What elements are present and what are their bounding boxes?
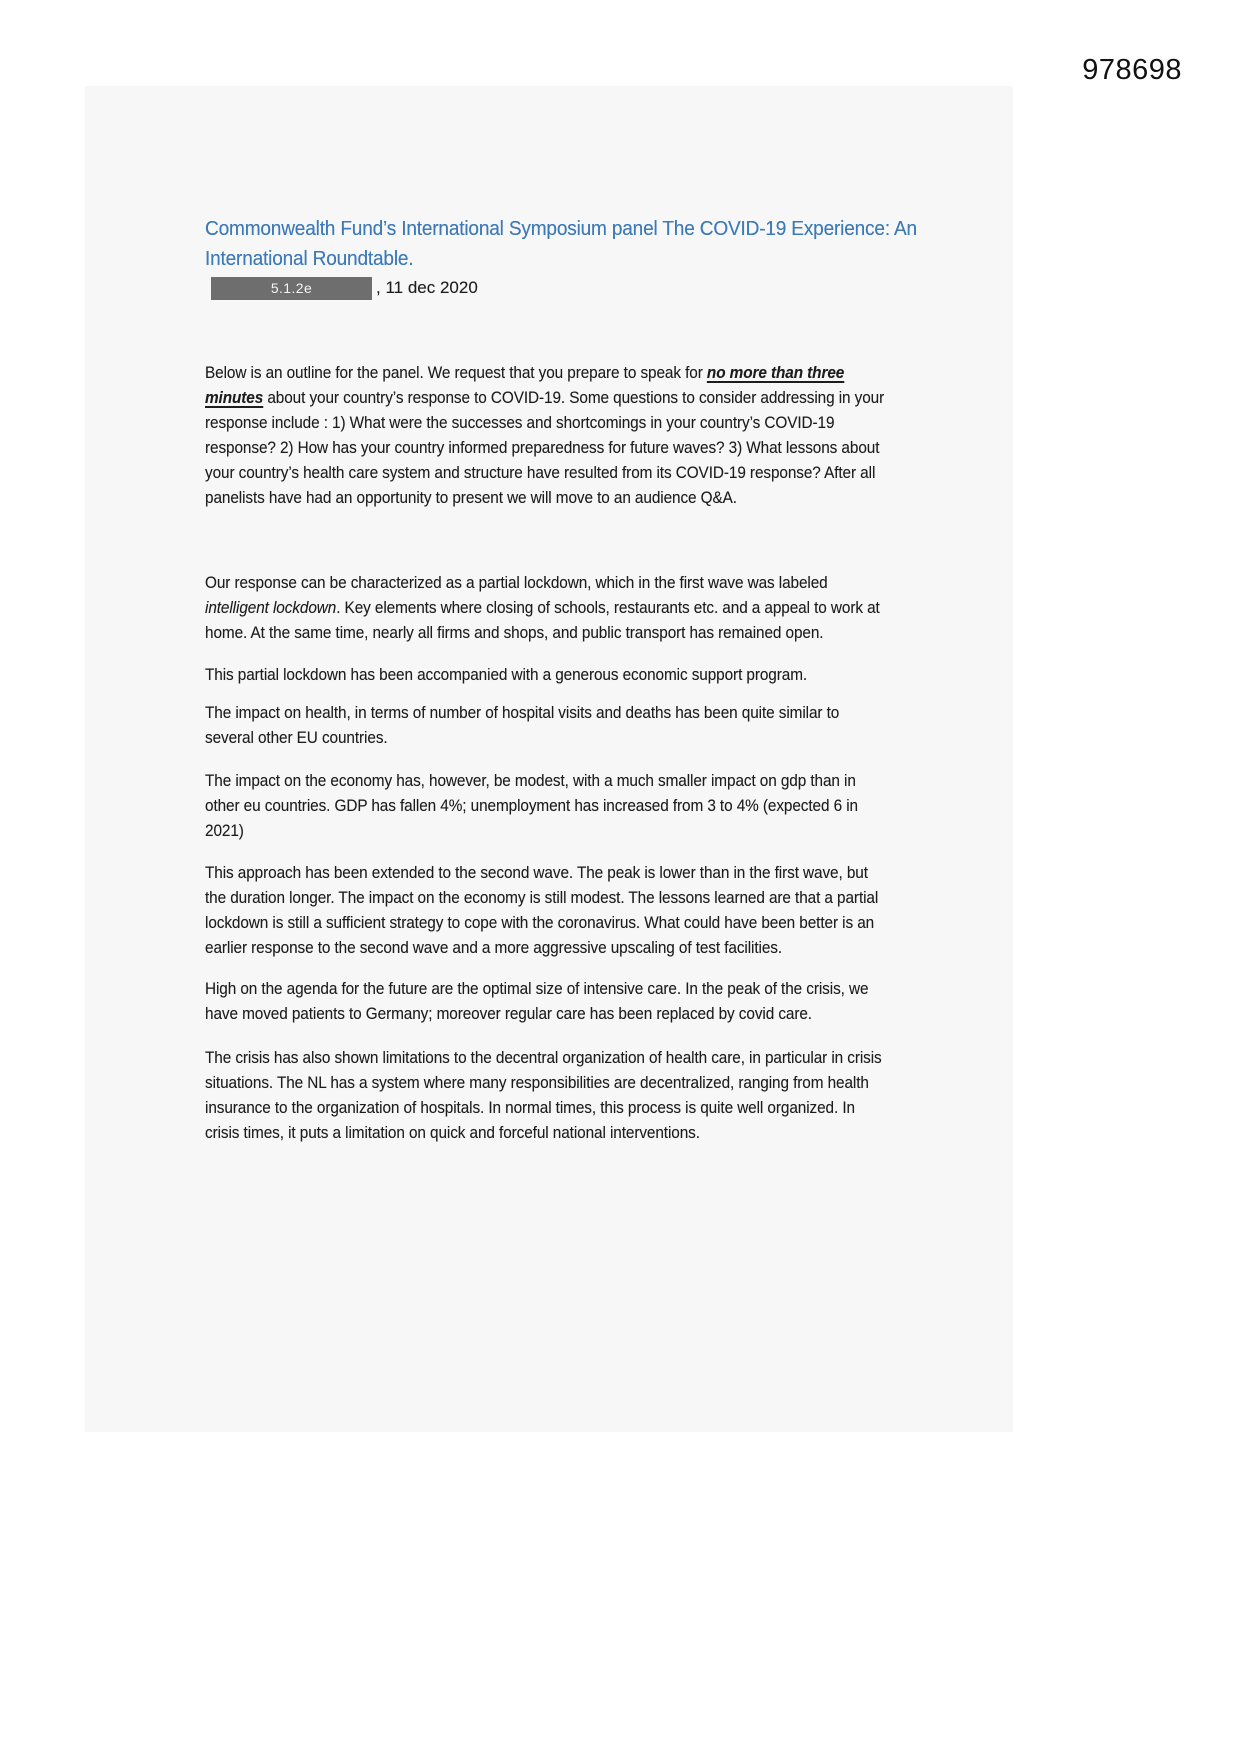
text-segment: have moved patients to Germany; moreover regular care has been replaced by covid care. <box>205 1005 812 1023</box>
document-date: , 11 dec 2020 <box>376 278 478 297</box>
text-segment: Our response can be characterized as a partial lockdown, which in the first wave was labeled <box>205 574 828 592</box>
text-segment: response? 2) How has your country informed preparedness for future waves? 3) What lessons about <box>205 439 880 457</box>
text-segment: home. At the same time, nearly all firms and shops, and public transport has remained open. <box>205 624 824 642</box>
text-segment: the duration longer. The impact on the economy is still modest. The lessons learned are that a partial <box>205 889 879 907</box>
text-segment: several other EU countries. <box>205 729 388 747</box>
text-segment: your country’s health care system and structure have resulted from its COVID-19 response? After all <box>205 464 876 482</box>
paragraph-second-wave <box>205 861 878 961</box>
redaction-box <box>211 277 372 300</box>
text-segment: This partial lockdown has been accompanied with a generous economic support program. <box>205 666 808 684</box>
text-segment: The impact on the economy has, however, be modest, with a much smaller impact on gdp than in <box>205 772 856 790</box>
text-segment: Below is an outline for the panel. We request that you prepare to speak for <box>205 364 707 382</box>
text-segment: situations. The NL has a system where many responsibilities are decentralized, ranging from health <box>205 1074 869 1092</box>
text-segment: earlier response to the second wave and a more aggressive upscaling of test facilities. <box>205 939 783 957</box>
title-line-1: Commonwealth Fund’s International Symposium panel The COVID-19 Experience: An <box>205 217 917 240</box>
paragraph-economy-impact <box>205 769 858 844</box>
author-date-line <box>211 276 478 300</box>
text-segment: This approach has been extended to the second wave. The peak is lower than in the first wave, but <box>205 864 868 882</box>
text-segment: High on the agenda for the future are the optimal size of intensive care. In the peak of the crisis, we <box>205 980 869 998</box>
text-segment: minutes <box>205 389 264 407</box>
text-segment: crisis times, it puts a limitation on quick and forceful national interventions. <box>205 1124 700 1142</box>
document-title <box>205 214 917 274</box>
paragraph-health-impact <box>205 701 839 751</box>
paragraph-panel-instructions <box>205 361 884 511</box>
text-segment: intelligent lockdown <box>205 599 337 617</box>
text-segment: about your country’s response to COVID-19. Some questions to consider addressing in your <box>263 389 885 407</box>
text-segment: insurance to the organization of hospitals. In normal times, this process is quite well organized. In <box>205 1099 855 1117</box>
paragraph-decentral-organization <box>205 1046 882 1146</box>
text-segment: no more than three <box>706 364 845 382</box>
text-segment: other eu countries. GDP has fallen 4%; unemployment has increased from 3 to 4% (expected 6 in <box>205 797 858 815</box>
paragraph-economic-support <box>205 663 807 688</box>
text-segment: response include : 1) What were the successes and shortcomings in your country’s COVID-19 <box>205 414 835 432</box>
paragraph-future-agenda <box>205 977 868 1027</box>
text-segment: The impact on health, in terms of number of hospital visits and deaths has been quite similar to <box>205 704 840 722</box>
redaction-code-label: 5.1.2e <box>270 280 313 296</box>
text-segment: panelists have had an opportunity to present we will move to an audience Q&A. <box>205 489 737 507</box>
text-segment: 2021) <box>205 822 244 840</box>
page-number: 978698 <box>1082 54 1182 86</box>
text-segment: The crisis has also shown limitations to the decentral organization of health care, in particular in crisis <box>205 1049 882 1067</box>
text-segment: . Key elements where closing of schools, restaurants etc. and a appeal to work at <box>336 599 880 617</box>
text-segment: lockdown is still a sufficient strategy to cope with the coronavirus. What could have been better is an <box>205 914 875 932</box>
paragraph-partial-lockdown <box>205 571 880 646</box>
title-line-2: International Roundtable. <box>205 247 414 270</box>
